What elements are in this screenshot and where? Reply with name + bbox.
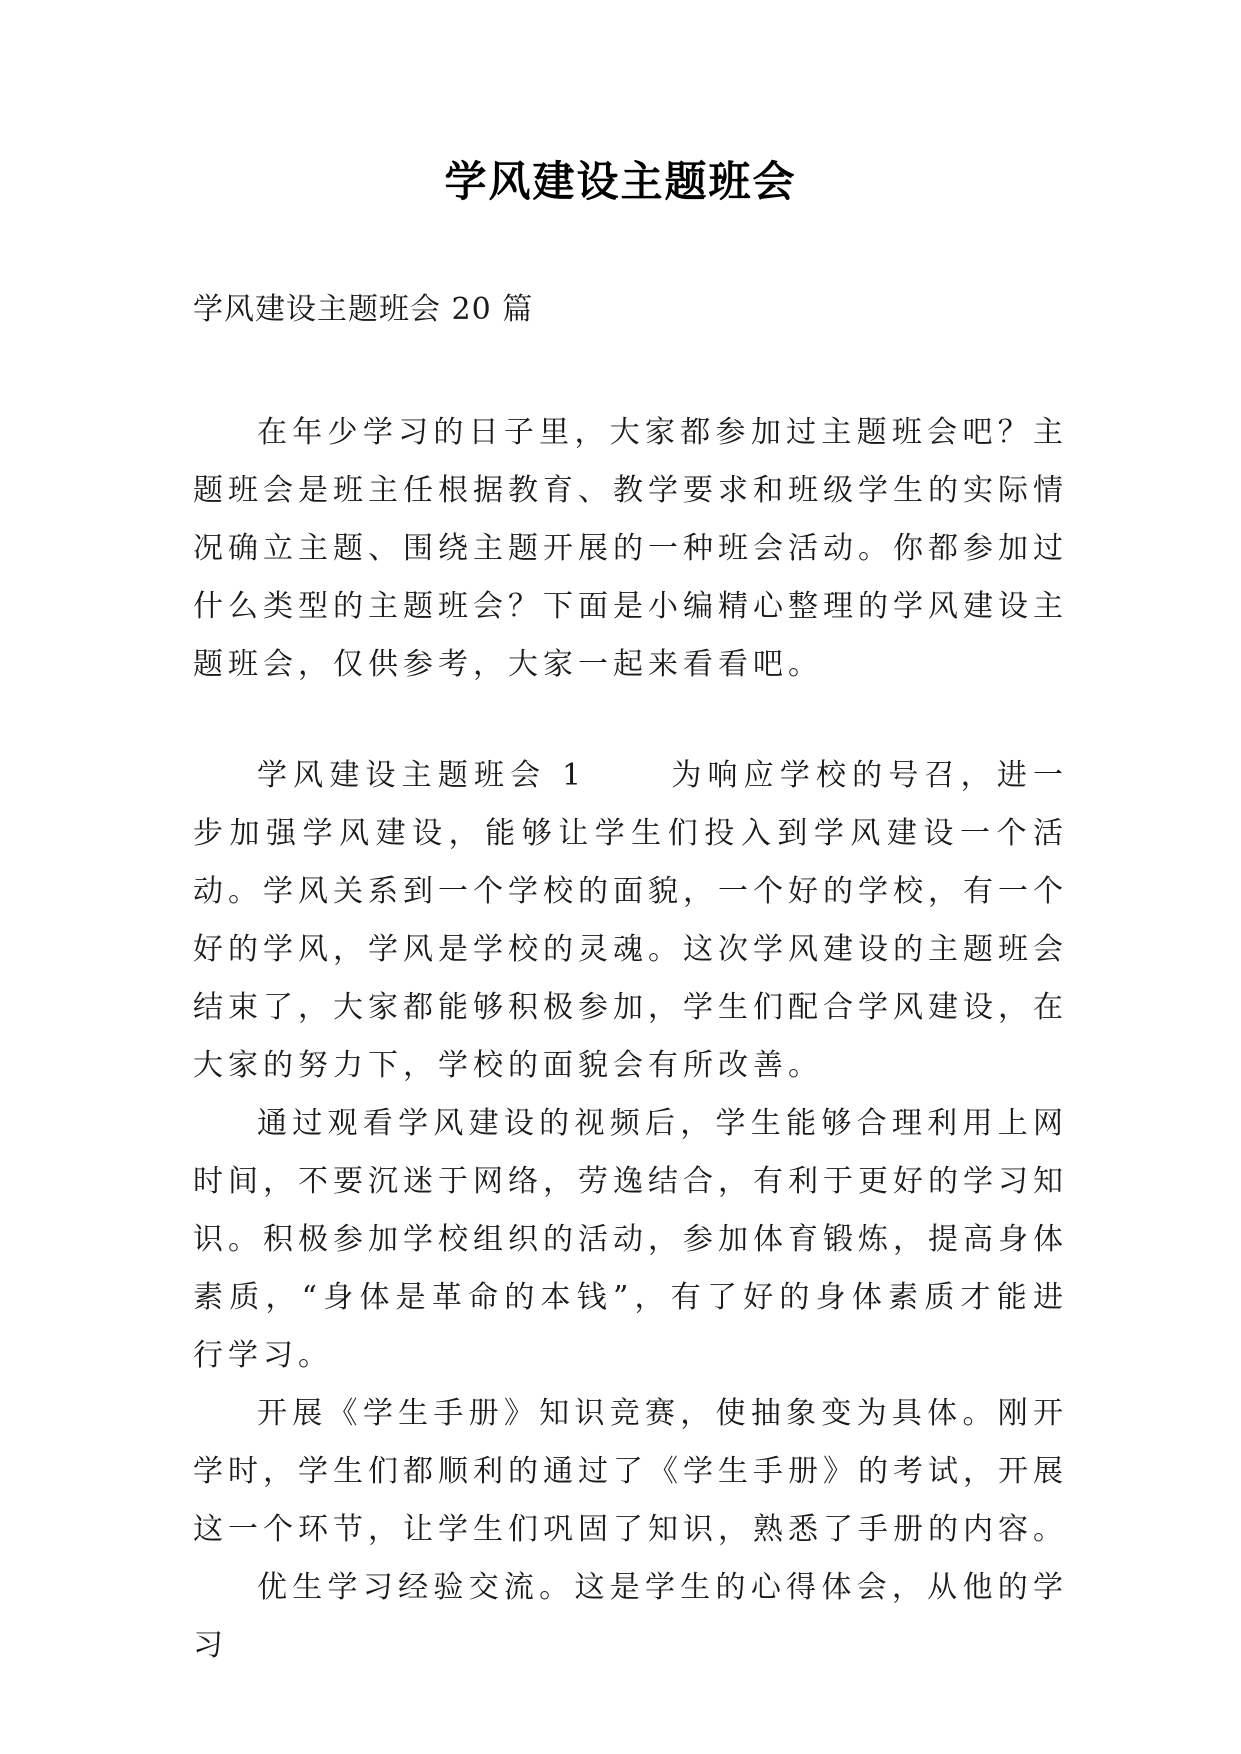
section-paragraph-1: 为响应学校的号召，进一步加强学风建设，能够让学生们投入到学风建设一个活动。学风关系到一个学校的面貌，一个好的学校，有一个好的学风，学风是学校的灵魂。这次学风建设的主题班会结束了，大家都能够积极参加，学生们配合学风建设，在大家的努力下，学校的面貌会有所改善。 bbox=[193, 758, 1069, 1083]
section-first-paragraph bbox=[193, 747, 1068, 1095]
section-heading: 学风建设主题班会 1 bbox=[257, 758, 587, 793]
intro-paragraph: 在年少学习的日子里，大家都参加过主题班会吧？主题班会是班主任根据教育、教学要求和班级学生的实际情况确立主题、围绕主题开展的一种班会活动。你都参加过什么类型的主题班会？下面是小编精心整理的学风建设主题班会，仅供参考，大家一起来看看吧。 bbox=[193, 415, 1068, 682]
section-block bbox=[193, 747, 1068, 1675]
section-paragraph-3: 开展《学生手册》知识竞赛，使抽象变为具体。刚开学时，学生们都顺利的通过了《学生手册》的考试，开展这一个环节，让学生们巩固了知识，熟悉了手册的内容。 bbox=[193, 1396, 1068, 1547]
intro-block bbox=[193, 404, 1068, 694]
section-paragraph-4: 优生学习经验交流。这是学生的心得体会，从他的学习 bbox=[193, 1570, 1068, 1663]
section-paragraph-2: 通过观看学风建设的视频后，学生能够合理利用上网时间，不要沉迷于网络，劳逸结合，有利于更好的学习知识。积极参加学校组织的活动，参加体育锻炼，提高身体素质，“身体是革命的本钱”，有了好的身体素质才能进行学习。 bbox=[193, 1106, 1068, 1373]
document-subtitle: 学风建设主题班会 20 篇 bbox=[193, 292, 534, 327]
document-title: 学风建设主题班会 bbox=[444, 157, 797, 206]
